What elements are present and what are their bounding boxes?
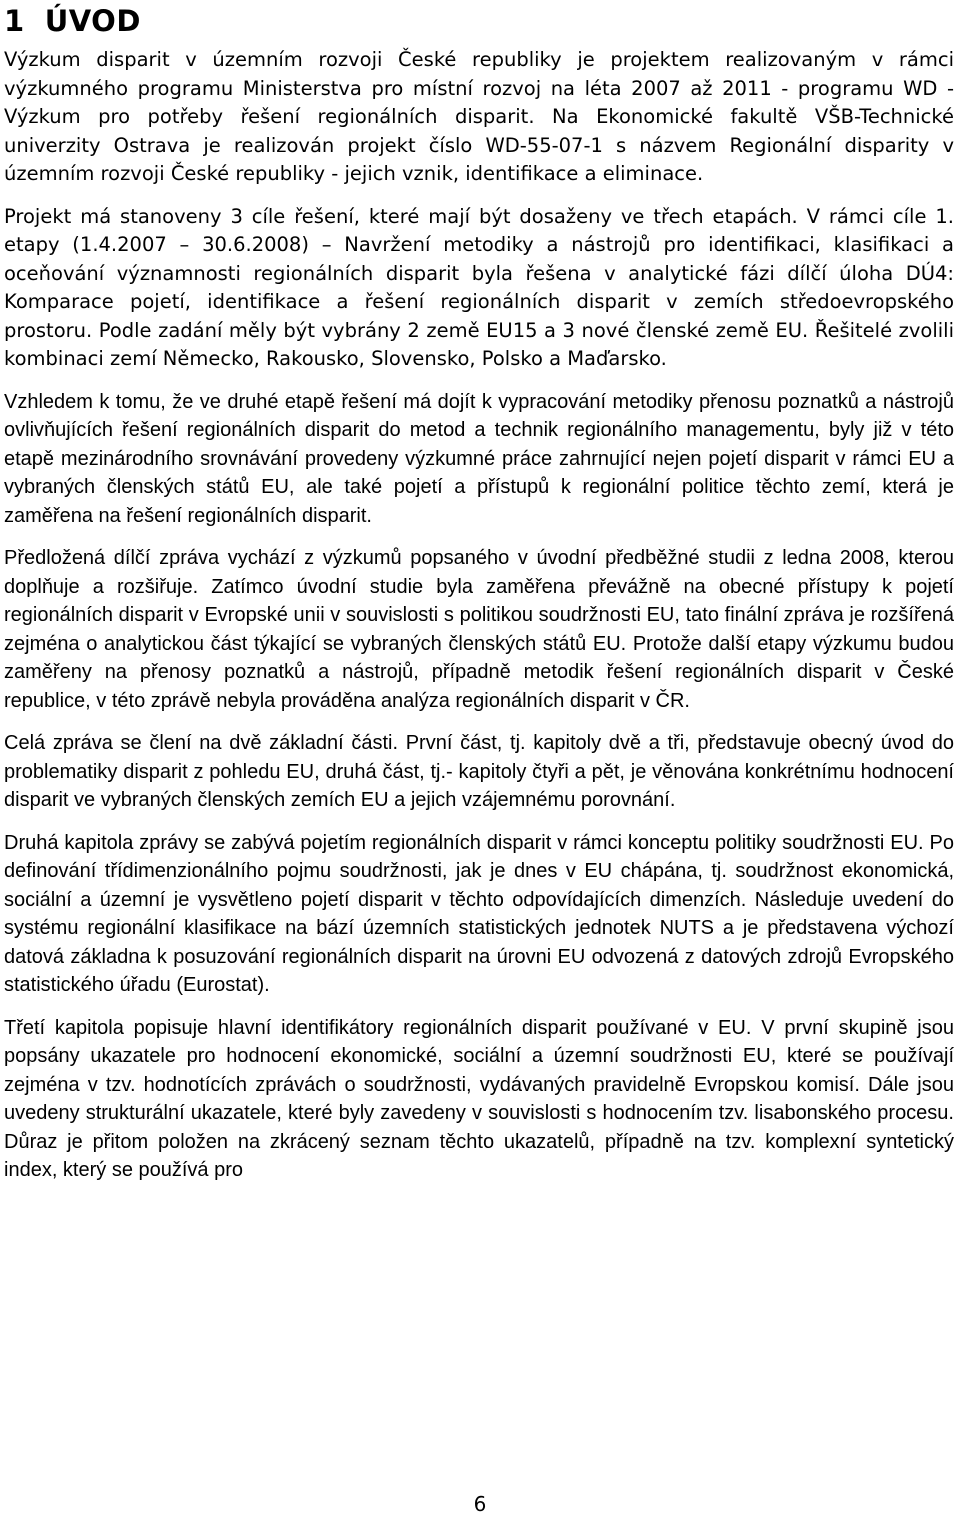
document-page — [4, 0, 954, 1185]
page-number: 6 — [473, 1492, 487, 1516]
section-title: ÚVOD — [44, 4, 141, 38]
section-number: 1 — [4, 4, 25, 38]
paragraph-intro: Výzkum disparit v územním rozvoji České republiky je projektem realizovaným v rámci výzkumného programu Ministerstva pro místní rozvoj na léta 2007 až 2011 - programu WD - Výzkum pro potřeby řešení regionálních disparit. Na Ekonomické fakultě VŠB-Technické univerzity Ostrava je realizován projekt číslo WD-55-07-1 s názvem Regionální disparity v územním rozvoji České republiky - jejich vznik, identifikace a eliminace. — [4, 48, 954, 185]
section-heading — [4, 2, 954, 40]
paragraph-report-basis: Předložená dílčí zpráva vychází z výzkumů popsaného v úvodní předběžné studii z ledna 2008, kterou doplňuje a rozšiřuje. Zatímco úvodní studie byla zaměřena převážně na obecné přístupy k pojetí regionálních disparit v Evropské unii v souvislosti s politikou soudržnosti EU, tato finální zpráva je rozšířená zejména o analytickou část týkající se vybraných členských států EU. Protože další etapy výzkumu budou zaměřeny na přenosy poznatků a nástrojů, případně metodik řešení regionálních disparit v České republice, v této zprávě nebyla prováděna analýza regionálních disparit v ČR. — [4, 547, 954, 712]
paragraph-report-structure: Celá zpráva se člení na dvě základní části. První část, tj. kapitoly dvě a tři, představuje obecný úvod do problematiky disparit z pohledu EU, druhá část, tj.- kapitoly čtyři a pět, je věnována konkrétnímu hodnocení disparit ve vybraných členských zemích EU a jejich vzájemnému porovnání. — [4, 732, 954, 811]
paragraph-chapter-two: Druhá kapitola zprávy se zabývá pojetím regionálních disparit v rámci konceptu politiky soudržnosti EU. Po definování třídimenzionálního pojmu soudržnosti, jak je dnes v EU chápána, tj. soudržnost ekonomická, sociální a územní je vysvětleno pojetí disparit v těchto odpovídajících dimenzích. Následuje uvedení do systému regionální klasifikace na bází územních statistických jednotek NUTS a je představena výchozí datová základna k posuzování regionálních disparit na úrovni EU odvozená z datových zdrojů Evropského statistického úřadu (Eurostat). — [4, 831, 954, 996]
paragraph-chapter-three: Třetí kapitola popisuje hlavní identifikátory regionálních disparit používané v EU. V první skupině jsou popsány ukazatele pro hodnocení ekonomické, sociální a územní soudržnosti EU, které se používají zejména v tzv. hodnotících zprávách o soudržnosti, vydávaných pravidelně Evropskou komisí. Dále jsou uvedeny strukturální ukazatele, které byly zavedeny v souvislosti s hodnocením tzv. lisabonského procesu. Důraz je přitom položen na zkrácený seznam těchto ukazatelů, případně na tzv. komplexní syntetický index, který se používá pro — [4, 1016, 954, 1181]
paragraph-project-goals: Projekt má stanoveny 3 cíle řešení, které mají být dosaženy ve třech etapách. V rámci cíle 1. etapy (1.4.2007 – 30.6.2008) – Navržení metodiky a nástrojů pro identifikaci, klasifikaci a oceňování významnosti regionálních disparit byla řešena v analytické fázi dílčí úloha DÚ4: Komparace pojetí, identifikace a řešení regionálních disparit v zemích středoevropského prostoru. Podle zadání měly být vybrány 2 země EU15 a 3 nové členské země EU. Řešitelé zvolili kombinaci zemí Německo, Rakousko, Slovensko, Polsko a Maďarsko. — [4, 204, 954, 370]
paragraph-second-stage: Vzhledem k tomu, že ve druhé etapě řešení má dojít k vypracování metodiky přenosu poznatků a nástrojů ovlivňujících řešení regionálních disparit do metod a technik regionálního managementu, byly již v této etapě mezinárodního srovnávání provedeny výzkumné práce zahrnující nejen pojetí disparit v rámci EU a vybraných členských států EU, ale také pojetí a přístupů k regionální politice těchto zemí, která je zaměřena na řešení regionálních disparit. — [4, 390, 954, 527]
